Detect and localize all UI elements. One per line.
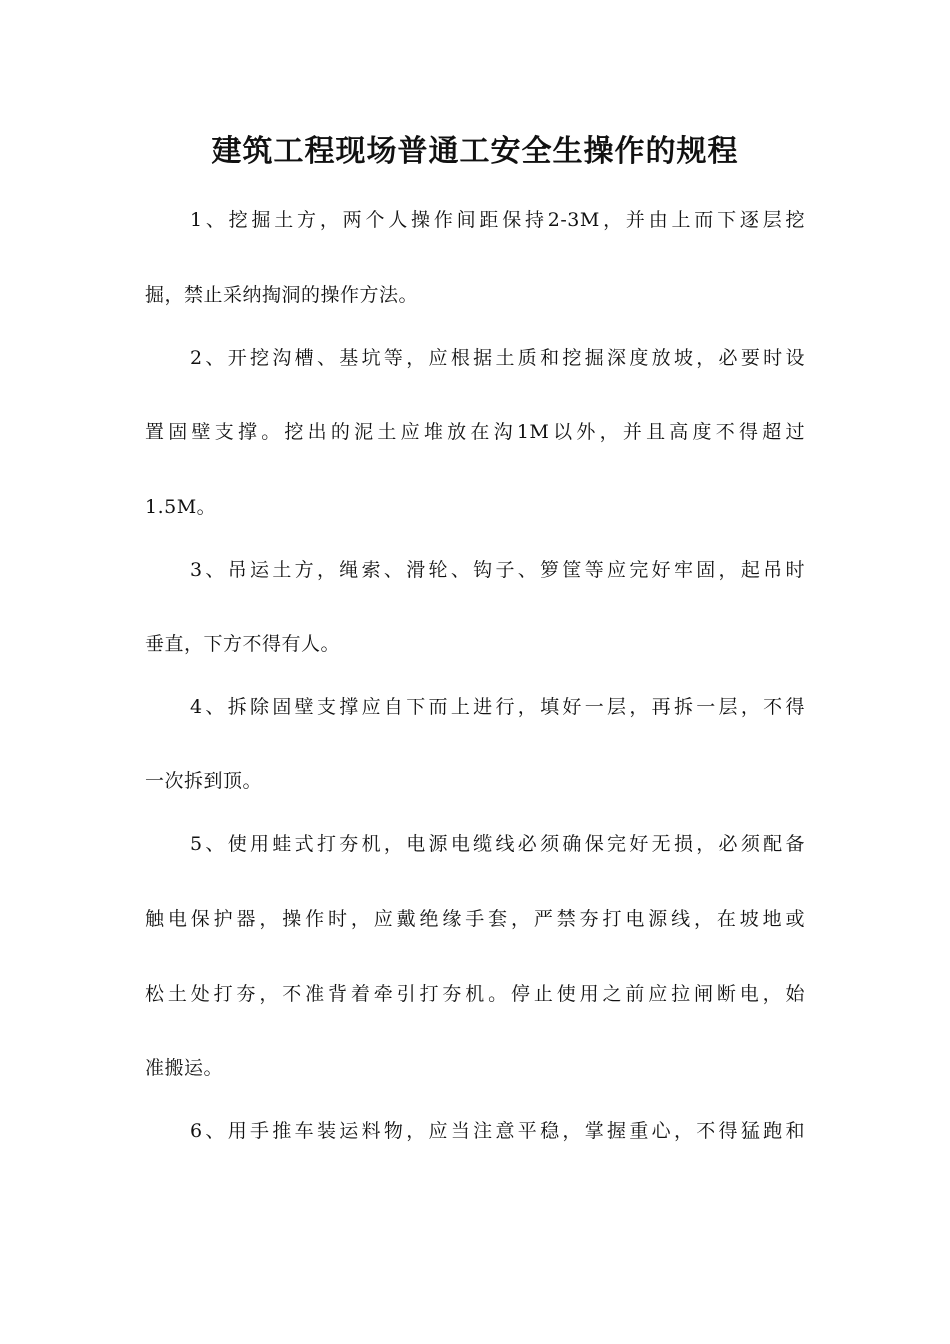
paragraph-5-line-1: 5、使用蛙式打夯机，电源电缆线必须确保完好无损，必须配备 (190, 833, 805, 855)
paragraph-5-line-3: 松土处打夯，不准背着牵引打夯机。停止使用之前应拉闸断电，始 (145, 983, 805, 1005)
paragraph-1-line-2: 掘，禁止采纳掏洞的操作方法。 (145, 284, 419, 306)
paragraph-5-line-2: 触电保护器，操作时，应戴绝缘手套，严禁夯打电源线，在坡地或 (145, 908, 805, 930)
paragraph-4-line-1: 4、拆除固壁支撑应自下而上进行，填好一层，再拆一层，不得 (190, 696, 805, 718)
document-title: 建筑工程现场普通工安全生操作的规程 (211, 134, 739, 169)
paragraph-3-line-1: 3、吊运土方，绳索、滑轮、钩子、箩筐等应完好牢固，起吊时 (190, 559, 805, 581)
paragraph-5-line-4: 准搬运。 (145, 1057, 224, 1079)
paragraph-3-line-2: 垂直，下方不得有人。 (145, 633, 341, 655)
paragraph-2-line-1: 2、开挖沟槽、基坑等，应根据土质和挖掘深度放坡，必要时设 (190, 347, 805, 369)
paragraph-2-line-2: 置固壁支撑。挖出的泥土应堆放在沟1M以外，并且高度不得超过 (145, 421, 805, 443)
paragraph-6-line-1: 6、用手推车装运料物，应当注意平稳，掌握重心，不得猛跑和 (190, 1120, 805, 1142)
paragraph-4-line-2: 一次拆到顶。 (145, 770, 263, 792)
paragraph-2-line-3: 1.5M。 (145, 496, 217, 518)
paragraph-1-line-1: 1、挖掘土方，两个人操作间距保持2-3M，并由上而下逐层挖 (190, 209, 805, 231)
